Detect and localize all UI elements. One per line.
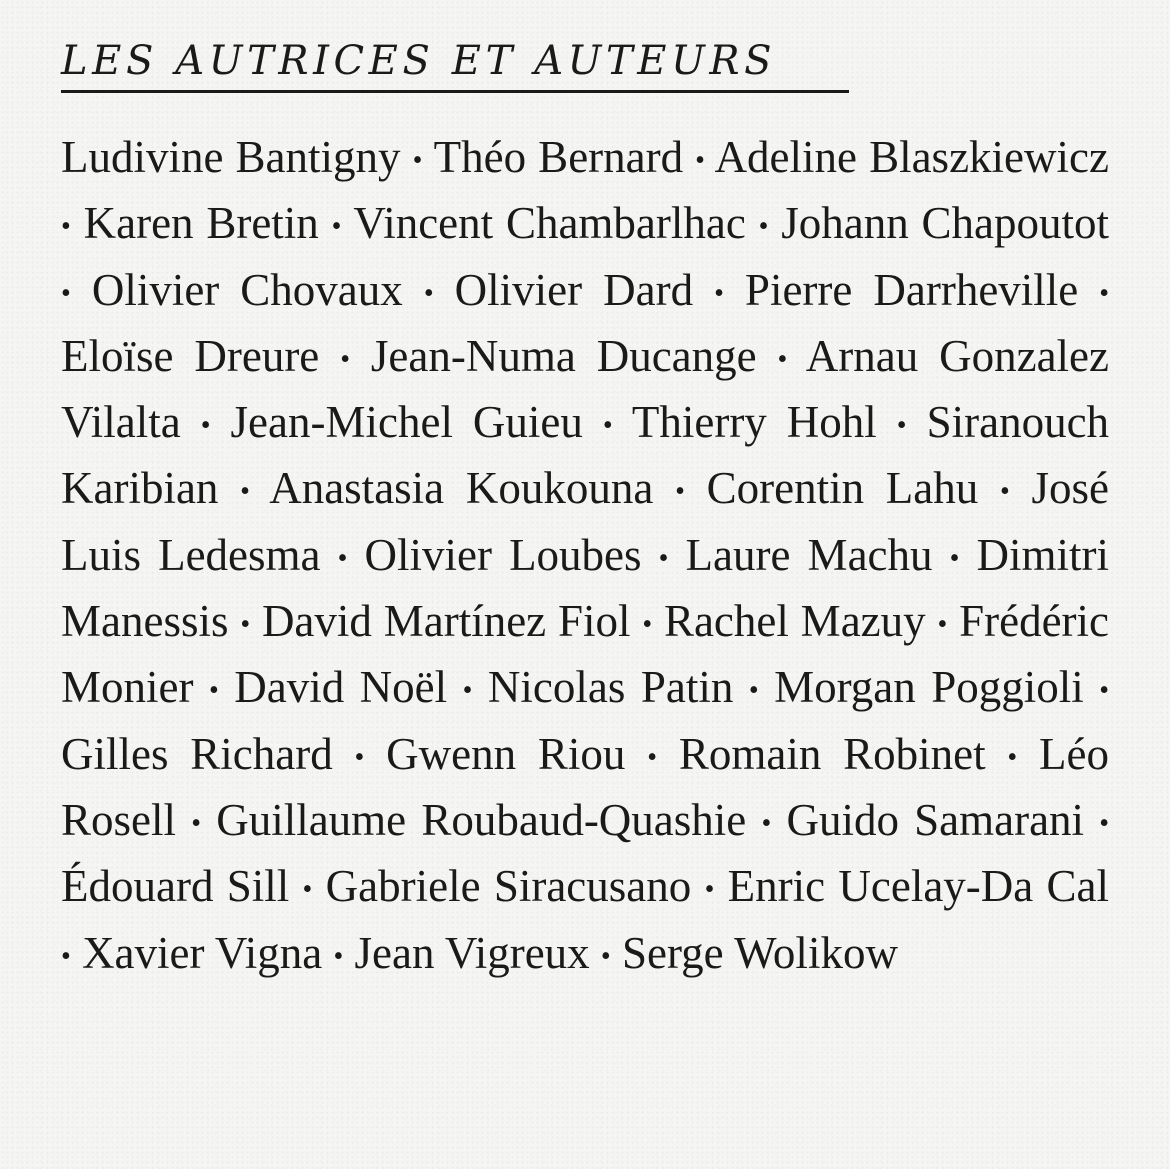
author-name: Pierre Darrheville xyxy=(744,264,1079,315)
bullet-separator: • xyxy=(412,145,423,176)
bullet-separator: • xyxy=(61,940,71,972)
bullet-separator: • xyxy=(1099,277,1110,309)
author-name: Guido Samarani xyxy=(786,794,1085,845)
author-name: Gilles Richard xyxy=(61,728,333,779)
author-name: Théo Bernard xyxy=(433,132,684,182)
author-name: Xavier Vigna xyxy=(82,927,323,978)
bullet-separator: • xyxy=(758,211,769,243)
bullet-separator: • xyxy=(896,410,907,442)
bullet-separator: • xyxy=(602,410,613,442)
bullet-separator: • xyxy=(675,476,685,508)
author-name: Gabriele Siracusano xyxy=(325,861,692,912)
bullet-separator: • xyxy=(999,476,1010,508)
author-name: Enric Ucelay-Da Cal xyxy=(727,861,1110,912)
author-name: Anastasia Koukouna xyxy=(269,463,654,514)
author-name: Siranouch Karibian xyxy=(61,397,1110,514)
bullet-separator: • xyxy=(695,145,705,176)
author-name: David Martínez Fiol xyxy=(261,596,631,647)
author-name: Thierry Hohl xyxy=(631,397,877,448)
section-heading: LES AUTRICES ET AUTEURS xyxy=(61,36,849,93)
bullet-separator: • xyxy=(937,609,948,641)
bullet-separator: • xyxy=(423,277,434,309)
bullet-separator: • xyxy=(462,675,473,707)
bullet-separator: • xyxy=(647,741,658,773)
bullet-separator: • xyxy=(761,807,772,839)
bullet-separator: • xyxy=(240,476,250,508)
author-name: Johann Chapoutot xyxy=(781,198,1110,249)
author-name: Édouard Sill xyxy=(61,861,290,912)
author-name: José Luis Ledesma xyxy=(61,463,1109,580)
bullet-separator: • xyxy=(354,741,365,773)
author-name: Nicolas Patin xyxy=(487,662,734,713)
author-name: Jean Vigreux xyxy=(354,927,590,978)
authors-page xyxy=(61,36,1109,988)
author-name: Gwenn Riou xyxy=(386,728,626,779)
bullet-separator: • xyxy=(1099,675,1110,707)
author-name: Frédéric Monier xyxy=(61,596,1110,713)
bullet-separator: • xyxy=(240,609,251,641)
bullet-separator: • xyxy=(600,940,611,972)
bullet-separator: • xyxy=(340,343,350,375)
bullet-separator: • xyxy=(642,609,653,641)
bullet-separator: • xyxy=(1007,741,1018,773)
author-name: Karen Bretin xyxy=(83,198,319,249)
author-name: Arnau Gonzalez Vilalta xyxy=(61,330,1109,448)
bullet-separator: • xyxy=(777,343,788,375)
bullet-separator: • xyxy=(331,211,342,243)
author-name: Olivier Chovaux xyxy=(91,264,403,315)
author-name: Dimitri Manessis xyxy=(61,529,1110,647)
bullet-separator: • xyxy=(61,277,71,309)
author-name: Guillaume Roubaud-Quashie xyxy=(216,794,747,845)
bullet-separator: • xyxy=(658,542,669,574)
bullet-separator: • xyxy=(704,874,715,906)
bullet-separator: • xyxy=(949,542,960,574)
bullet-separator: • xyxy=(61,211,71,243)
author-name: David Noël xyxy=(234,662,448,713)
author-name: Léo Rosell xyxy=(61,728,1109,845)
bullet-separator: • xyxy=(208,675,219,707)
author-name: Romain Robinet xyxy=(678,728,986,779)
authors-list xyxy=(61,126,1109,988)
author-name: Morgan Poggioli xyxy=(774,662,1084,713)
author-name: Adeline Blaszkiewicz xyxy=(714,132,1109,182)
author-name: Laure Machu xyxy=(685,529,933,580)
bullet-separator: • xyxy=(302,874,313,906)
bullet-separator: • xyxy=(1099,807,1110,839)
author-name: Olivier Loubes xyxy=(364,529,642,580)
author-name: Vincent Chambarlhac xyxy=(353,198,746,249)
bullet-separator: • xyxy=(337,542,348,574)
author-name: Olivier Dard xyxy=(454,264,694,315)
author-name: Serge Wolikow xyxy=(621,927,898,978)
author-name: Ludivine Bantigny xyxy=(61,132,401,182)
author-name: Corentin Lahu xyxy=(706,463,979,514)
bullet-separator: • xyxy=(200,410,211,442)
author-name: Rachel Mazuy xyxy=(663,596,926,647)
author-name: Eloïse Dreure xyxy=(61,330,320,381)
bullet-separator: • xyxy=(191,807,202,839)
author-name: Jean-Michel Guieu xyxy=(230,397,583,448)
bullet-separator: • xyxy=(748,675,759,707)
author-name: Jean-Numa Ducange xyxy=(370,330,757,381)
bullet-separator: • xyxy=(714,277,724,309)
bullet-separator: • xyxy=(333,940,344,972)
